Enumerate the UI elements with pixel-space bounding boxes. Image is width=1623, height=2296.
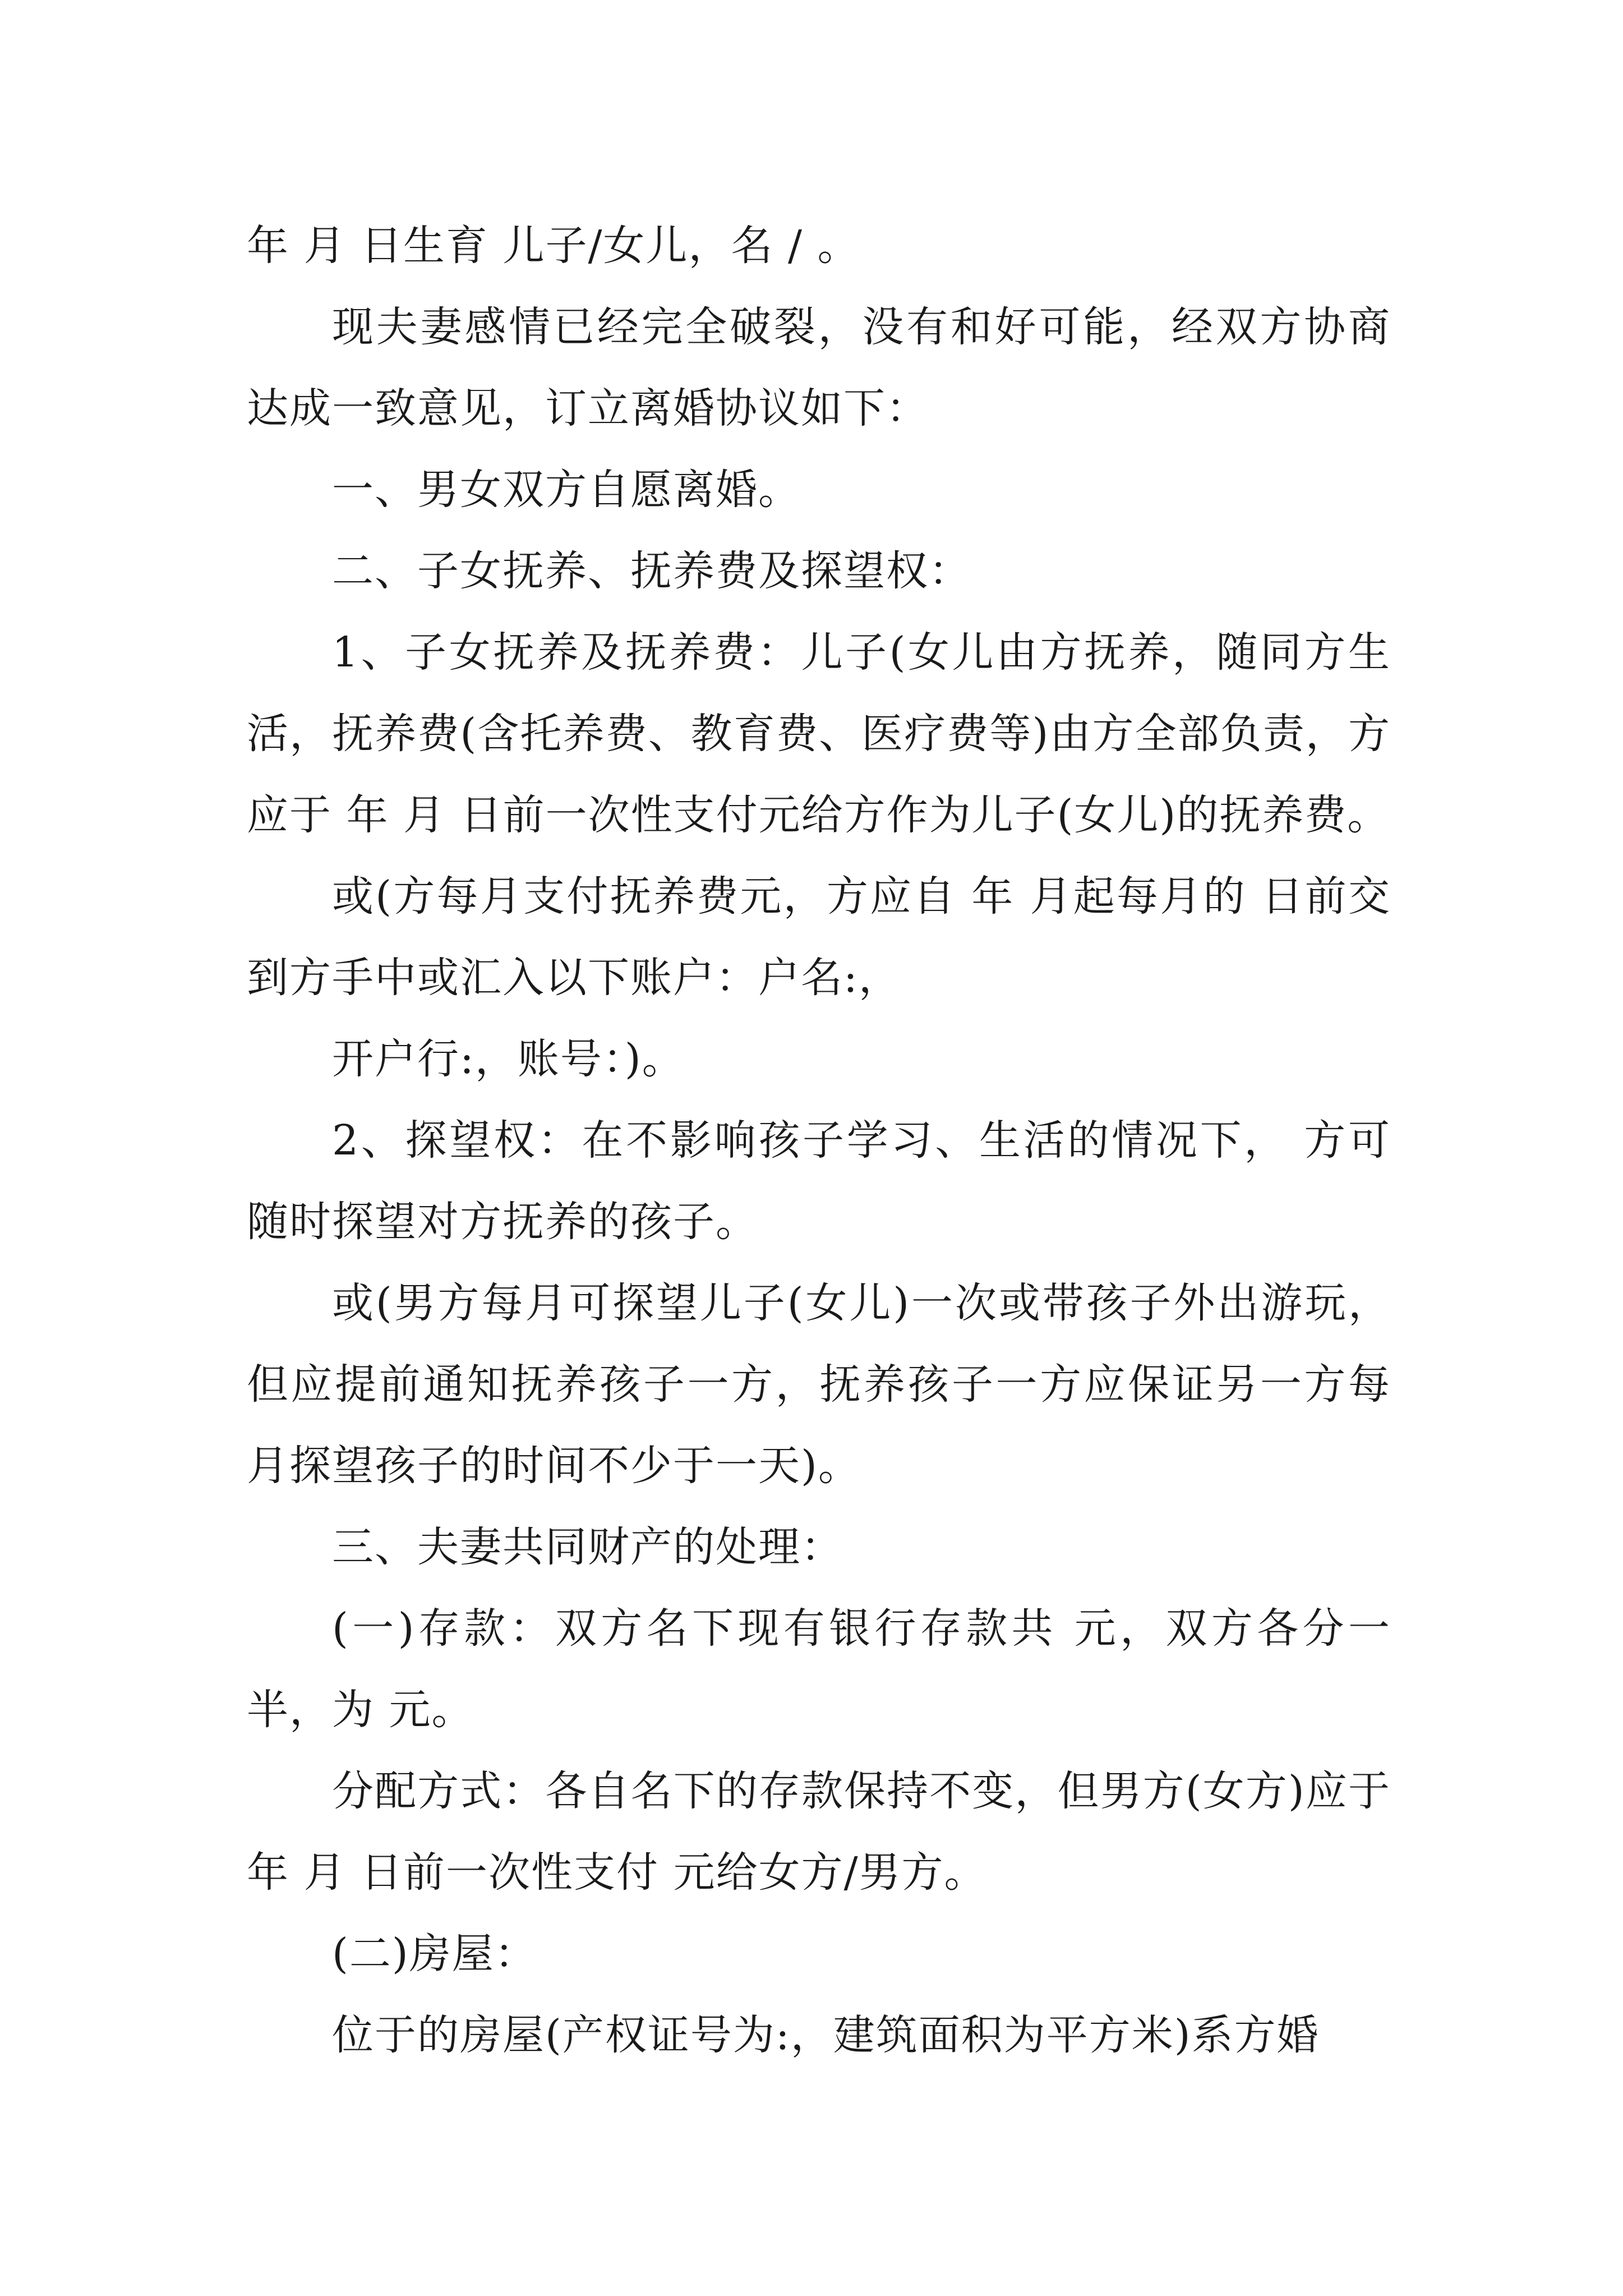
paragraph-housing-heading: (二)房屋： <box>332 1930 537 1978</box>
paragraph-birth-info: 年 月 日生育 儿子/女儿，名 / 。 <box>247 222 860 270</box>
paragraph-child-support: 1、子女抚养及抚养费：儿子(女儿由方抚养，随同方生活，抚养费(含托养费、教育费、医疗费等)由方全部负责，方应于 年 月 日前一次性支付元给方作为儿子(女儿)的抚养费。 <box>247 628 1391 839</box>
paragraph-bank-account: 开户行:，账号：)。 <box>332 1035 685 1083</box>
paragraph-visitation-alt: 或(男方每月可探望儿子(女儿)一次或带孩子外出游玩，但应提前通知抚养孩子一方，抚养孩子一方应保证另一方每月探望孩子的时间不少于一天)。 <box>247 1279 1391 1490</box>
paragraph-monthly-support: 或(方每月支付抚养费元，方应自 年 月起每月的 日前交到方手中或汇入以下账户：户名:， <box>247 872 1391 1002</box>
paragraph-preamble: 现夫妻感情已经完全破裂，没有和好可能，经双方协商达成一致意见，订立离婚协议如下： <box>247 303 1391 432</box>
paragraph-distribution: 分配方式：各自名下的存款保持不变，但男方(女方)应于 年 月 日前一次性支付 元给女方/男方。 <box>247 1767 1391 1897</box>
paragraph-housing-detail: 位于的房屋(产权证号为:，建筑面积为平方米)系方婚 <box>332 2011 1320 2059</box>
paragraph-clause-3-heading: 三、夫妻共同财产的处理： <box>332 1523 843 1571</box>
paragraph-clause-1: 一、男女双方自愿离婚。 <box>332 466 801 514</box>
agreement-body <box>247 205 1391 2076</box>
paragraph-visitation: 2、探望权：在不影响孩子学习、生活的情况下， 方可随时探望对方抚养的孩子。 <box>247 1116 1391 1246</box>
paragraph-deposits: (一)存款：双方名下现有银行存款共 元，双方各分一半，为 元。 <box>247 1604 1391 1734</box>
paragraph-clause-2-heading: 二、子女抚养、抚养费及探望权： <box>332 547 971 595</box>
